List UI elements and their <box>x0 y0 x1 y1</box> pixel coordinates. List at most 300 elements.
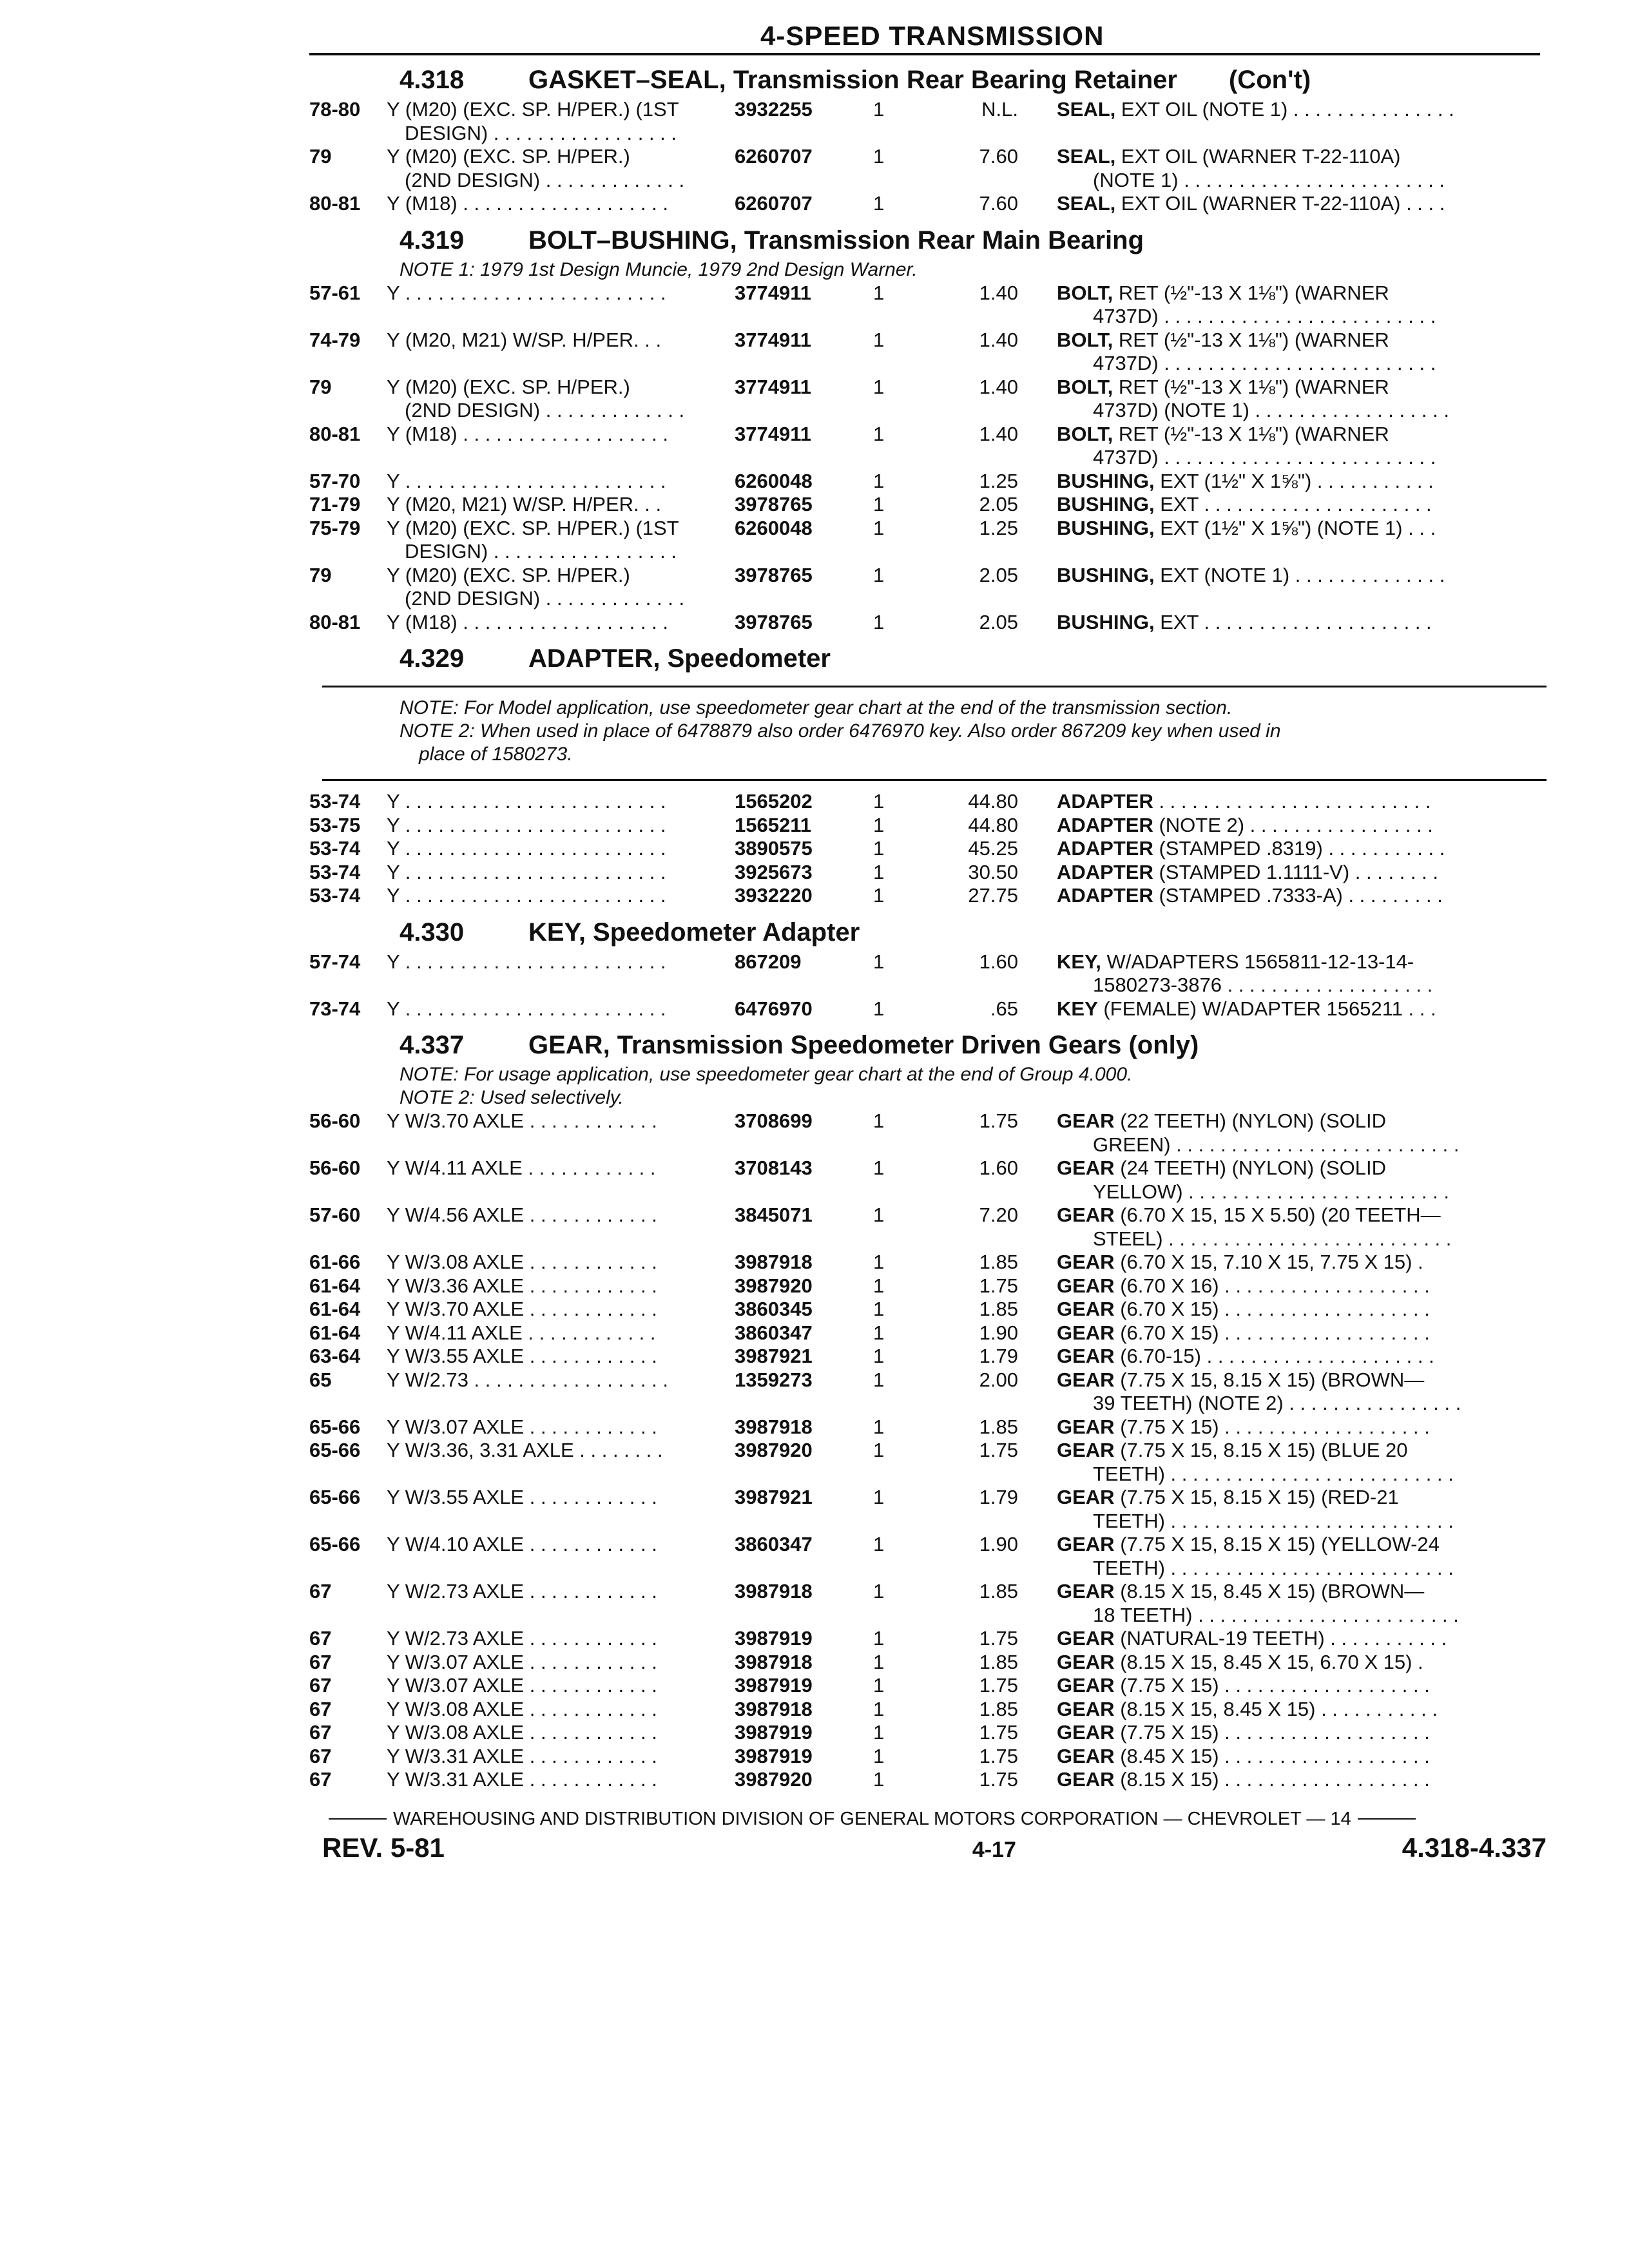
model-year: 53-74 <box>309 884 361 907</box>
description-text: EXT (NOTE 1) . . . . . . . . . . . . . . <box>1154 563 1445 586</box>
model-year: 74-79 <box>309 328 361 351</box>
description-keyword: GEAR <box>1057 1674 1115 1696</box>
description-text: 1580273-3876 . . . . . . . . . . . . . . . . . . . <box>1093 974 1433 996</box>
price: 1.75 <box>979 1744 1018 1767</box>
part-number: 3987919 <box>735 1721 813 1744</box>
model-year: 78-80 <box>309 98 361 120</box>
section-note: NOTE 2: Used selectively. <box>400 1087 624 1108</box>
page-title: 4-SPEED TRANSMISSION <box>760 21 1104 51</box>
application <box>387 974 753 997</box>
table-row <box>309 611 1547 635</box>
table-row-continuation <box>309 352 1547 376</box>
description-text: TEETH) . . . . . . . . . . . . . . . . . . . . . . . . . . <box>1093 1462 1454 1485</box>
price: 1.90 <box>979 1321 1018 1344</box>
price: 44.80 <box>968 790 1018 812</box>
model-year <box>309 352 387 376</box>
part-number: 3925673 <box>735 860 813 883</box>
price: 1.40 <box>979 375 1018 398</box>
quantity: 1 <box>873 790 885 812</box>
part-number: 3932220 <box>735 884 813 907</box>
part-number: 3987920 <box>735 1274 813 1297</box>
part-number: 867209 <box>735 950 802 973</box>
price: 1.40 <box>979 422 1018 445</box>
price <box>962 1180 1075 1204</box>
section-range: 4.318-4.337 <box>1402 1832 1547 1863</box>
application <box>387 352 753 376</box>
section-title: GASKET–SEAL, Transmission Rear Bearing Retainer <box>528 66 1177 94</box>
description-text: (7.75 X 15, 8.15 X 15) (BLUE 20 <box>1114 1439 1408 1461</box>
application: Y (M20, M21) W/SP. H/PER. . . <box>387 493 662 515</box>
description-text: EXT (1½" X 1⅝") . . . . . . . . . . . <box>1154 469 1434 492</box>
price: 27.75 <box>968 884 1018 907</box>
application <box>387 1180 753 1204</box>
table-row <box>309 470 1547 494</box>
section-note: place of 1580273. <box>419 744 573 765</box>
description-text: RET (½"-13 X 1⅛") (WARNER <box>1113 375 1389 398</box>
part-number: 6260048 <box>735 469 813 492</box>
table-row <box>309 1627 1547 1651</box>
quantity: 1 <box>873 837 885 860</box>
description-keyword: GEAR <box>1057 1110 1115 1132</box>
part-number <box>753 1133 891 1157</box>
part-number <box>753 1463 891 1486</box>
description <box>1057 1157 1547 1180</box>
description <box>1075 1557 1547 1581</box>
part-number: 6476970 <box>735 997 813 1020</box>
application: Y . . . . . . . . . . . . . . . . . . . . . . . . <box>387 884 666 907</box>
application: Y . . . . . . . . . . . . . . . . . . . . . . . . <box>387 813 666 836</box>
table-row-continuation <box>309 399 1547 423</box>
description-keyword: GEAR <box>1057 1627 1115 1649</box>
quantity: 1 <box>873 422 885 445</box>
quantity <box>891 352 962 376</box>
description-text: (6.70 X 15) . . . . . . . . . . . . . . . . . . . <box>1114 1321 1430 1344</box>
table-row <box>309 1157 1547 1180</box>
table-row <box>309 145 1547 169</box>
description-text: 4737D) . . . . . . . . . . . . . . . . . . . . . . . . . <box>1093 305 1436 327</box>
part-number <box>753 540 891 564</box>
part-number: 3708699 <box>735 1110 813 1132</box>
description-text: W/ADAPTERS 1565811-12-13-14- <box>1101 950 1414 973</box>
section-heading <box>400 62 1547 98</box>
price <box>962 1392 1075 1416</box>
part-number: 3978765 <box>735 610 813 633</box>
price <box>962 122 1075 146</box>
price: 7.20 <box>979 1204 1018 1226</box>
part-number: 3860347 <box>735 1321 813 1344</box>
table-row-continuation <box>309 1392 1547 1416</box>
model-year <box>309 1133 387 1157</box>
application: Y . . . . . . . . . . . . . . . . . . . . . . . . <box>387 837 666 860</box>
quantity <box>891 1557 962 1581</box>
part-number <box>753 122 891 146</box>
description-text: (7.75 X 15) . . . . . . . . . . . . . . . . . . . <box>1114 1415 1430 1438</box>
notes-block <box>309 258 1547 282</box>
application: Y W/3.07 AXLE . . . . . . . . . . . . <box>387 1415 657 1438</box>
quantity: 1 <box>873 1768 885 1791</box>
application: Y W/3.55 AXLE . . . . . . . . . . . . <box>387 1486 657 1508</box>
table-row <box>309 329 1547 352</box>
description <box>1057 861 1547 885</box>
model-year: 56-60 <box>309 1157 361 1179</box>
description-text: (7.75 X 15) . . . . . . . . . . . . . . . . . . . <box>1114 1721 1430 1744</box>
model-year: 53-74 <box>309 790 361 812</box>
table-row <box>309 861 1547 885</box>
application: Y W/3.70 AXLE . . . . . . . . . . . . <box>387 1298 657 1320</box>
quantity: 1 <box>873 1533 885 1555</box>
footer-dash-left <box>329 1818 387 1820</box>
description <box>1075 169 1547 193</box>
description <box>1075 1604 1547 1628</box>
application: Y (M20) (EXC. SP. H/PER.) <box>387 145 630 168</box>
application: Y W/3.07 AXLE . . . . . . . . . . . . <box>387 1650 657 1673</box>
notes-block <box>309 1063 1547 1110</box>
description-keyword: GEAR <box>1057 1298 1115 1320</box>
description <box>1057 329 1547 352</box>
application: Y . . . . . . . . . . . . . . . . . . . . . . . . <box>387 790 666 812</box>
description-keyword: SEAL, <box>1057 98 1116 120</box>
model-year: 67 <box>309 1768 332 1791</box>
table-row <box>309 997 1547 1021</box>
description-keyword: ADAPTER <box>1057 860 1153 883</box>
section-title: GEAR, Transmission Speedometer Driven Gears (only) <box>528 1031 1199 1059</box>
description <box>1075 305 1547 329</box>
description <box>1075 587 1547 611</box>
price <box>962 1557 1075 1581</box>
model-year <box>309 1463 387 1486</box>
description-keyword: BUSHING, <box>1057 563 1155 586</box>
price: 2.05 <box>979 493 1018 515</box>
title-rule <box>309 53 1540 55</box>
table-row <box>309 98 1547 122</box>
price: 2.05 <box>979 610 1018 633</box>
description <box>1057 493 1547 517</box>
description <box>1057 145 1547 169</box>
part-number: 3845071 <box>735 1204 813 1226</box>
table-row-continuation <box>309 974 1547 997</box>
description-text: (6.70-15) . . . . . . . . . . . . . . . . . . . . . <box>1114 1345 1434 1367</box>
description <box>1057 1651 1547 1675</box>
description-keyword: GEAR <box>1057 1486 1115 1508</box>
price: 1.60 <box>979 1157 1018 1179</box>
price <box>962 1463 1075 1486</box>
section-heading <box>400 640 1547 677</box>
price: 44.80 <box>968 813 1018 836</box>
part-number: 3987918 <box>735 1697 813 1720</box>
description-keyword: ADAPTER <box>1057 790 1153 812</box>
table-row-continuation <box>309 1604 1547 1628</box>
description-text: (STAMPED .7333-A) . . . . . . . . . <box>1153 884 1443 907</box>
price <box>962 1510 1075 1533</box>
price: 7.60 <box>979 192 1018 215</box>
model-year: 79 <box>309 563 332 586</box>
model-year: 57-74 <box>309 950 361 973</box>
part-number: 6260707 <box>735 192 813 215</box>
price: 1.75 <box>979 1627 1018 1649</box>
price: .65 <box>990 997 1018 1020</box>
part-number: 1565202 <box>735 790 813 812</box>
table-row <box>309 1580 1547 1604</box>
application <box>387 1463 753 1486</box>
application: Y W/2.73 AXLE . . . . . . . . . . . . <box>387 1627 657 1649</box>
part-number <box>753 1604 891 1628</box>
quantity: 1 <box>873 1110 885 1132</box>
part-number: 3987918 <box>735 1650 813 1673</box>
description-keyword: BOLT, <box>1057 375 1113 398</box>
description <box>1057 1627 1547 1651</box>
part-number <box>753 305 891 329</box>
application: Y W/3.08 AXLE . . . . . . . . . . . . <box>387 1697 657 1720</box>
description <box>1057 1110 1547 1133</box>
part-number: 3987920 <box>735 1439 813 1461</box>
model-year <box>309 446 387 470</box>
price: 1.79 <box>979 1345 1018 1367</box>
table-row-continuation <box>309 540 1547 564</box>
model-year: 57-70 <box>309 469 361 492</box>
description <box>1075 1133 1547 1157</box>
application <box>387 1392 753 1416</box>
description-text: EXT (1½" X 1⅝") (NOTE 1) . . . <box>1154 516 1436 539</box>
description-text: (24 TEETH) (NYLON) (SOLID <box>1114 1157 1387 1179</box>
part-number: 1565211 <box>735 813 811 836</box>
table-row <box>309 1345 1547 1369</box>
table-row <box>309 1369 1547 1392</box>
section-note: NOTE: For Model application, use speedometer gear chart at the end of the transmission section. <box>400 697 1233 718</box>
description-keyword: BOLT, <box>1057 281 1113 304</box>
price: 1.85 <box>979 1697 1018 1720</box>
description-text: . . . . . . . . . . . . . . . . . . . . . . . . . <box>1153 790 1431 812</box>
part-number: 3860347 <box>735 1533 813 1555</box>
section-heading <box>400 914 1547 950</box>
description-keyword: GEAR <box>1057 1251 1115 1273</box>
part-number: 3987918 <box>735 1251 813 1273</box>
price <box>962 446 1075 470</box>
quantity: 1 <box>873 493 885 515</box>
application <box>387 1510 753 1533</box>
description-text: 39 TEETH) (NOTE 2) . . . . . . . . . . . . . . . . <box>1093 1392 1461 1414</box>
description-text: (STAMPED .8319) . . . . . . . . . . . <box>1153 837 1445 860</box>
notes-block <box>400 687 1547 779</box>
model-year: 65-66 <box>309 1486 361 1508</box>
sections-container <box>309 62 1547 1792</box>
description-text: (6.70 X 16) . . . . . . . . . . . . . . . . . . . <box>1114 1274 1430 1297</box>
table-row <box>309 1698 1547 1722</box>
table-row-continuation <box>309 587 1547 611</box>
description-text: (7.75 X 15, 8.15 X 15) (BROWN— <box>1114 1368 1425 1391</box>
description-keyword: ADAPTER <box>1057 813 1153 836</box>
description-keyword: GEAR <box>1057 1721 1115 1744</box>
description <box>1075 1180 1547 1204</box>
quantity: 1 <box>873 145 885 168</box>
price <box>962 1604 1075 1628</box>
model-year: 63-64 <box>309 1345 361 1367</box>
part-number <box>753 1180 891 1204</box>
description-text: EXT OIL (WARNER T-22-110A) . . . . <box>1115 192 1445 215</box>
description-keyword: GEAR <box>1057 1345 1115 1367</box>
model-year: 80-81 <box>309 610 361 633</box>
price: 30.50 <box>968 860 1018 883</box>
description <box>1057 814 1547 838</box>
quantity: 1 <box>873 192 885 215</box>
application: Y W/3.55 AXLE . . . . . . . . . . . . <box>387 1345 657 1367</box>
quantity <box>891 399 962 423</box>
quantity: 1 <box>873 997 885 1020</box>
price: 1.75 <box>979 1721 1018 1744</box>
description-text: 4737D) (NOTE 1) . . . . . . . . . . . . . . . . . . <box>1093 399 1449 421</box>
quantity <box>891 587 962 611</box>
section-note: NOTE: For usage application, use speedometer gear chart at the end of Group 4.000. <box>400 1064 1133 1085</box>
application: Y (M18) . . . . . . . . . . . . . . . . . . . <box>387 192 668 215</box>
description-text: (8.15 X 15) . . . . . . . . . . . . . . . . . . . <box>1114 1768 1430 1791</box>
description <box>1057 1698 1547 1722</box>
application <box>387 1133 753 1157</box>
description <box>1057 1486 1547 1510</box>
description <box>1075 122 1547 146</box>
description-keyword: SEAL, <box>1057 192 1116 215</box>
section-number: 4.337 <box>400 1031 465 1059</box>
quantity: 1 <box>873 516 885 539</box>
table-row <box>309 790 1547 814</box>
quantity <box>891 122 962 146</box>
description-keyword: GEAR <box>1057 1697 1115 1720</box>
description-keyword: ADAPTER <box>1057 837 1153 860</box>
model-year: 67 <box>309 1627 332 1649</box>
part-number: 3708143 <box>735 1157 813 1179</box>
application: Y W/3.07 AXLE . . . . . . . . . . . . <box>387 1674 657 1696</box>
price: 7.60 <box>979 145 1018 168</box>
model-year: 61-64 <box>309 1321 361 1344</box>
model-year <box>309 1510 387 1533</box>
price: 45.25 <box>968 837 1018 860</box>
price: 1.60 <box>979 950 1018 973</box>
quantity: 1 <box>873 1439 885 1461</box>
section-note: NOTE 2: When used in place of 6478879 also order 6476970 key. Also order 867209 key when used in <box>400 720 1281 742</box>
description-keyword: GEAR <box>1057 1580 1115 1602</box>
table-row <box>309 282 1547 305</box>
footer-division-line <box>322 1809 1547 1830</box>
part-number <box>753 352 891 376</box>
section-heading <box>400 222 1547 258</box>
model-year: 67 <box>309 1650 332 1673</box>
description <box>1057 376 1547 399</box>
price <box>962 974 1075 997</box>
description-text: 18 TEETH) . . . . . . . . . . . . . . . . . . . . . . . . <box>1093 1603 1459 1626</box>
quantity: 1 <box>873 1157 885 1179</box>
description-keyword: GEAR <box>1057 1415 1115 1438</box>
quantity: 1 <box>873 1345 885 1367</box>
part-number: 3774911 <box>735 375 811 398</box>
description <box>1057 1745 1547 1769</box>
model-year: 65 <box>309 1368 332 1391</box>
description-text: (NOTE 1) . . . . . . . . . . . . . . . . . . . . . . . . <box>1093 168 1445 191</box>
model-year: 80-81 <box>309 422 361 445</box>
description <box>1057 98 1547 122</box>
description <box>1075 1227 1547 1251</box>
price: 1.40 <box>979 328 1018 351</box>
quantity <box>891 1604 962 1628</box>
description <box>1075 1463 1547 1486</box>
quantity: 1 <box>873 1650 885 1673</box>
description <box>1057 611 1547 635</box>
description-text: (6.70 X 15) . . . . . . . . . . . . . . . . . . . <box>1114 1298 1430 1320</box>
table-row-continuation <box>309 1180 1547 1204</box>
description-keyword: BUSHING, <box>1057 516 1155 539</box>
description <box>1057 1768 1547 1792</box>
catalog-page <box>309 19 1547 1863</box>
description-text: EXT . . . . . . . . . . . . . . . . . . . . . <box>1154 493 1432 515</box>
quantity <box>891 169 962 193</box>
description-text: RET (½"-13 X 1⅛") (WARNER <box>1113 422 1389 445</box>
table-row <box>309 1321 1547 1345</box>
application: DESIGN) . . . . . . . . . . . . . . . . . <box>405 121 677 144</box>
model-year: 65-66 <box>309 1439 361 1461</box>
price: 1.25 <box>979 516 1018 539</box>
description-text: (8.15 X 15, 8.45 X 15, 6.70 X 15) . <box>1114 1650 1423 1673</box>
section-title: BOLT–BUSHING, Transmission Rear Main Bearing <box>528 226 1144 255</box>
page-number: 4-17 <box>972 1837 1016 1862</box>
model-year <box>309 1557 387 1581</box>
application: Y W/4.11 AXLE . . . . . . . . . . . . <box>387 1157 656 1179</box>
model-year <box>309 1227 387 1251</box>
quantity: 1 <box>873 884 885 907</box>
model-year: 71-79 <box>309 493 361 515</box>
section-number: 4.330 <box>400 918 465 947</box>
part-number: 3774911 <box>735 422 811 445</box>
quantity: 1 <box>873 469 885 492</box>
price: N.L. <box>981 98 1018 120</box>
description <box>1057 517 1547 541</box>
quantity <box>891 1133 962 1157</box>
application <box>387 305 753 329</box>
application <box>387 1604 753 1628</box>
part-number: 3774911 <box>735 328 811 351</box>
description-text: (STAMPED 1.1111-V) . . . . . . . . <box>1153 860 1438 883</box>
price: 1.75 <box>979 1674 1018 1696</box>
model-year <box>309 399 387 423</box>
description-keyword: KEY <box>1057 997 1098 1020</box>
table-row <box>309 1204 1547 1227</box>
description <box>1075 974 1547 997</box>
table-row <box>309 1721 1547 1745</box>
quantity <box>891 1180 962 1204</box>
part-number <box>753 974 891 997</box>
table-row <box>309 564 1547 588</box>
description <box>1057 884 1547 908</box>
part-number: 6260048 <box>735 516 813 539</box>
description-keyword: GEAR <box>1057 1157 1115 1179</box>
part-number: 3987919 <box>735 1674 813 1696</box>
description <box>1057 1416 1547 1439</box>
model-year: 65-66 <box>309 1533 361 1555</box>
table-row-continuation <box>309 1227 1547 1251</box>
price: 1.85 <box>979 1650 1018 1673</box>
model-year: 61-64 <box>309 1298 361 1320</box>
description-keyword: GEAR <box>1057 1744 1115 1767</box>
application: Y . . . . . . . . . . . . . . . . . . . . . . . . <box>387 950 666 973</box>
application: Y W/2.73 . . . . . . . . . . . . . . . . . . <box>387 1368 668 1391</box>
model-year <box>309 169 387 193</box>
price <box>962 399 1075 423</box>
description-text: (8.15 X 15, 8.45 X 15) . . . . . . . . . . . <box>1114 1697 1438 1720</box>
application: Y W/3.31 AXLE . . . . . . . . . . . . <box>387 1768 657 1791</box>
table-row-continuation <box>309 1557 1547 1581</box>
table-row-continuation <box>309 1133 1547 1157</box>
price: 2.00 <box>979 1368 1018 1391</box>
price <box>962 169 1075 193</box>
part-number: 1359273 <box>735 1368 813 1391</box>
description-text: (NOTE 2) . . . . . . . . . . . . . . . . . <box>1153 813 1433 836</box>
table-row <box>309 1745 1547 1769</box>
